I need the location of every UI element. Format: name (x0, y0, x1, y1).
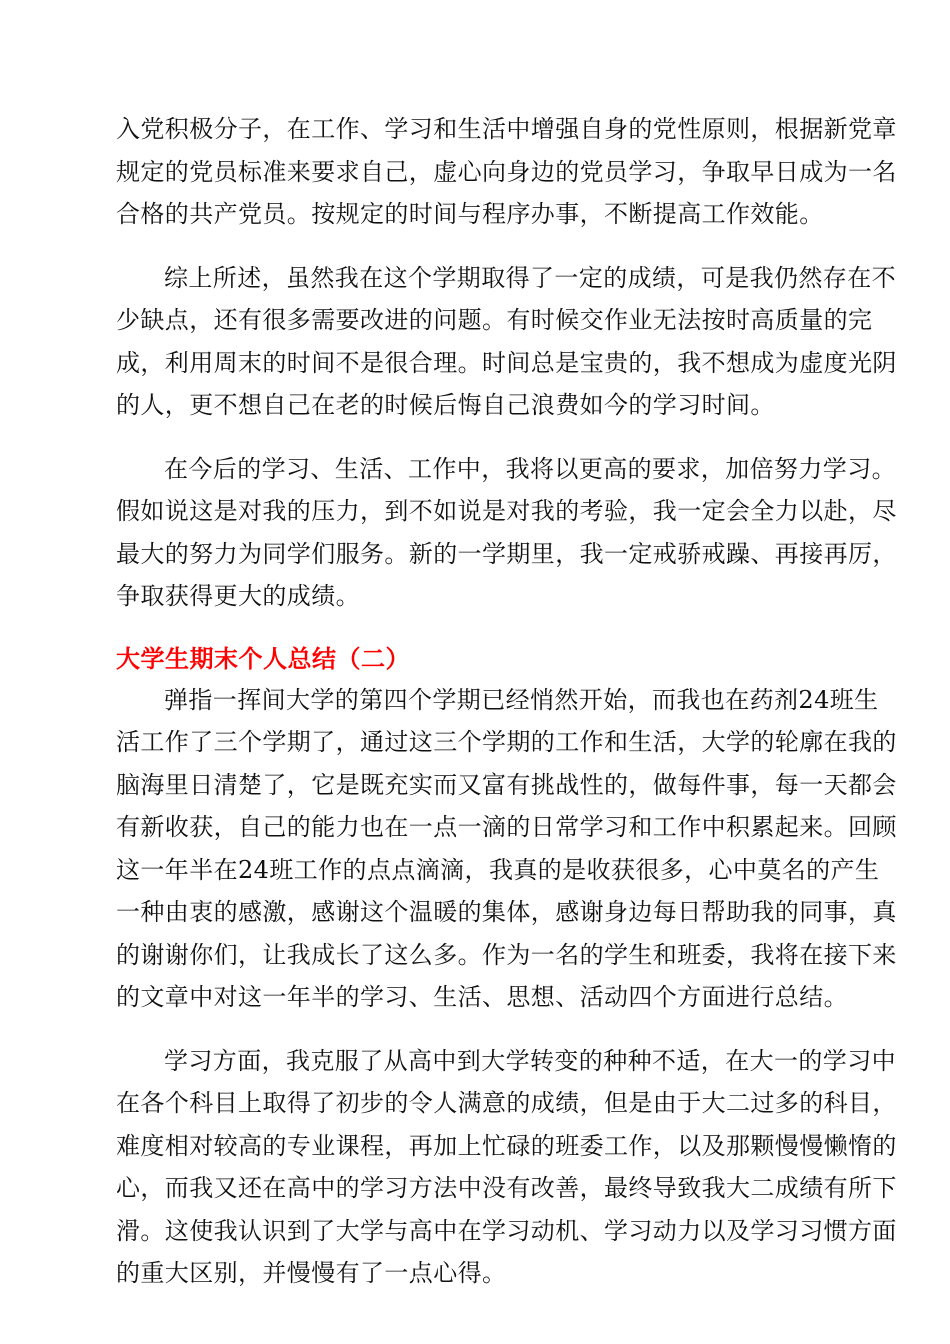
paragraph-line: 滑。这使我认识到了大学与高中在学习动机、学习动力以及学习习惯方面 (116, 1216, 897, 1245)
paragraph-line: 争取获得更大的成绩。 (116, 582, 360, 610)
paragraph-future-plans (116, 448, 897, 618)
paragraph-line: 假如说这是对我的压力，到不如说是对我的考验，我一定会全力以赴，尽 (116, 497, 897, 525)
paragraph-line: 少缺点，还有很多需要改进的问题。有时候交作业无法按时高质量的完 (116, 306, 873, 334)
paragraph-line: 入党积极分子，在工作、学习和生活中增强自身的党性原则，根据新党章 (116, 115, 897, 143)
document-body (116, 108, 897, 1316)
paragraph-line: 合格的共产党员。按规定的时间与程序办事，不断提高工作效能。 (116, 200, 824, 228)
paragraph-study (116, 1040, 897, 1295)
paragraph-line: 规定的党员标准来要求自己，虚心向身边的党员学习，争取早日成为一名 (116, 157, 897, 186)
paragraph-party-activist (116, 108, 897, 236)
paragraph-line: 成，利用周末的时间不是很合理。时间总是宝贵的，我不想成为虚度光阴 (116, 348, 897, 377)
paragraph-line: 这一年半在24班工作的点点滴滴，我真的是收获很多，心中莫名的产生 (116, 855, 880, 884)
paragraph-line: 心，而我又还在高中的学习方法中没有改善，最终导致我大二成绩有所下 (116, 1174, 897, 1202)
paragraph-line: 弹指一挥间大学的第四个学期已经悄然开始，而我也在药剂24班生 (164, 685, 879, 714)
paragraph-line: 在今后的学习、生活、工作中，我将以更高的要求，加倍努力学习。 (164, 454, 896, 483)
paragraph-fourth-semester (116, 679, 897, 1019)
paragraph-line: 活工作了三个学期了，通过这三个学期的工作和生活，大学的轮廓在我的 (116, 728, 897, 756)
paragraph-line: 难度相对较高的专业课程，再加上忙碌的班委工作，以及那颗慢慢懒惰的 (116, 1131, 897, 1160)
paragraph-line: 的文章中对这一年半的学习、生活、思想、活动四个方面进行总结。 (116, 983, 848, 1011)
paragraph-line: 的谢谢你们，让我成长了这么多。作为一名的学生和班委，我将在接下来 (116, 940, 897, 969)
paragraph-line: 的人，更不想自己在老的时候后悔自己浪费如今的学习时间。 (116, 391, 775, 419)
paragraph-line: 最大的努力为同学们服务。新的一学期里，我一定戒骄戒躁、再接再厉， (116, 539, 897, 568)
section-heading: 大学生期末个人总结（二） (116, 644, 410, 673)
paragraph-line: 脑海里日清楚了，它是既充实而又富有挑战性的，做每件事，每一天都会 (116, 770, 897, 799)
paragraph-line: 的重大区别，并慢慢有了一点心得。 (116, 1259, 507, 1287)
paragraph-line: 一种由衷的感激，感谢这个温暖的集体，感谢身边每日帮助我的同事，真 (116, 898, 897, 926)
paragraph-line: 有新收获，自己的能力也在一点一滴的日常学习和工作中积累起来。回顾 (116, 813, 897, 841)
paragraph-line: 综上所述，虽然我在这个学期取得了一定的成绩，可是我仍然存在不 (164, 263, 896, 292)
paragraph-summary-shortcomings (116, 257, 897, 427)
paragraph-line: 在各个科目上取得了初步的令人满意的成绩，但是由于大二过多的科目， (116, 1089, 897, 1117)
paragraph-line: 学习方面，我克服了从高中到大学转变的种种不适，在大一的学习中 (164, 1046, 896, 1075)
